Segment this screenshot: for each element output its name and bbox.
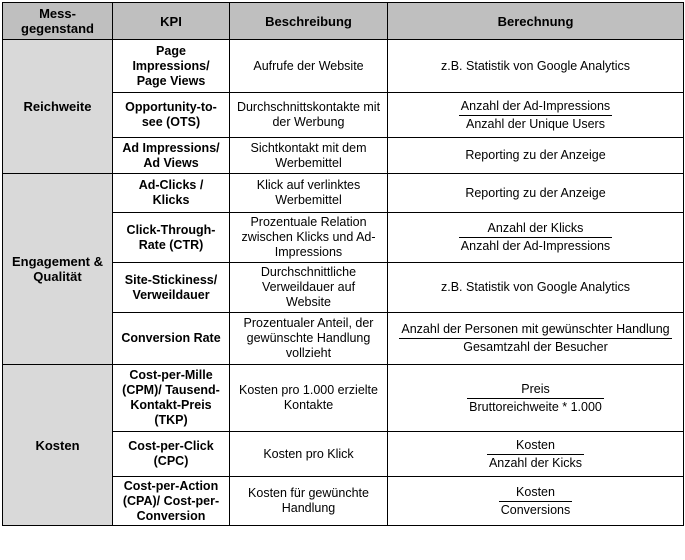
kpi-cell: Ad-Clicks / Klicks [113,174,230,213]
group-label: Kosten [3,365,113,526]
group-label: Engagement & Qualität [3,174,113,365]
berechnung-text: z.B. Statistik von Google Analytics [441,280,630,294]
formula-fraction [459,99,612,132]
table-row [3,174,684,213]
formula-denominator: Conversions [500,502,571,517]
kpi-cell: Conversion Rate [113,313,230,365]
header-beschreibung: Beschreibung [230,3,388,40]
header-gegenstand: Mess- gegenstand [3,3,113,40]
formula-numerator: Kosten [487,438,584,455]
beschreibung-cell: Aufrufe der Website [230,40,388,93]
kpi-cell: Cost-per-Click (CPC) [113,432,230,477]
kpi-cell: Cost-per-Action (CPA)/ Cost-per- Conversion [113,477,230,526]
berechnung-cell [388,365,684,432]
beschreibung-cell: Klick auf verlinktes Werbemittel [230,174,388,213]
formula-denominator: Gesamtzahl der Besucher [463,340,608,354]
formula-denominator: Anzahl der Unique Users [466,116,605,131]
formula-numerator: Anzahl der Klicks [459,221,612,238]
formula-fraction [487,438,584,471]
table-row [3,40,684,93]
formula-fraction [459,221,612,254]
berechnung-cell [388,432,684,477]
berechnung-cell [388,263,684,313]
kpi-cell: Opportunity-to- see (OTS) [113,93,230,138]
kpi-cell: Cost-per-Mille (CPM)/ Tausend- Kontakt-Preis (TKP) [113,365,230,432]
formula-denominator: Anzahl der Kicks [488,455,583,470]
beschreibung-cell: Sichtkontakt mit dem Werbemittel [230,138,388,174]
formula-fraction [499,485,572,518]
berechnung-text: Reporting zu der Anzeige [465,185,606,200]
berechnung-cell [388,313,684,365]
formula-numerator: Anzahl der Ad-Impressions [459,99,612,116]
beschreibung-cell: Durchschnittliche Verweildauer auf Website [230,263,388,313]
kpi-cell: Ad Impressions/ Ad Views [113,138,230,174]
beschreibung-cell: Prozentuale Relation zwischen Klicks und Ad- Impressions [230,213,388,263]
group-label: Reichweite [3,40,113,174]
header-row [3,3,684,40]
kpi-table [2,2,684,526]
berechnung-text: z.B. Statistik von Google Analytics [441,58,630,73]
formula-numerator: Kosten [499,485,572,502]
berechnung-cell [388,213,684,263]
header-berechnung: Berechnung [388,3,684,40]
berechnung-cell [388,93,684,138]
table-body [3,40,684,526]
berechnung-cell [388,477,684,526]
table-row [3,365,684,432]
beschreibung-cell: Prozentualer Anteil, der gewünschte Handlung vollzieht [230,313,388,365]
formula-numerator: Preis [467,382,604,399]
formula-fraction [467,382,604,415]
berechnung-cell [388,40,684,93]
beschreibung-cell: Kosten für gewünchte Handlung [230,477,388,526]
berechnung-cell [388,174,684,213]
formula-denominator: Anzahl der Ad-Impressions [460,239,611,253]
beschreibung-cell: Kosten pro Klick [230,432,388,477]
header-kpi: KPI [113,3,230,40]
formula-denominator: Bruttoreichweite * 1.000 [469,399,602,414]
beschreibung-cell: Durchschnittskontakte mit der Werbung [230,93,388,138]
beschreibung-cell: Kosten pro 1.000 erzielte Kontakte [230,365,388,432]
kpi-cell: Page Impressions/ Page Views [113,40,230,93]
kpi-cell: Site-Stickiness/ Verweildauer [113,263,230,313]
kpi-cell: Click-Through- Rate (CTR) [113,213,230,263]
formula-fraction [399,322,671,355]
formula-numerator: Anzahl der Personen mit gewünschter Handlung [399,322,671,339]
berechnung-cell [388,138,684,174]
berechnung-text: Reporting zu der Anzeige [465,148,606,162]
